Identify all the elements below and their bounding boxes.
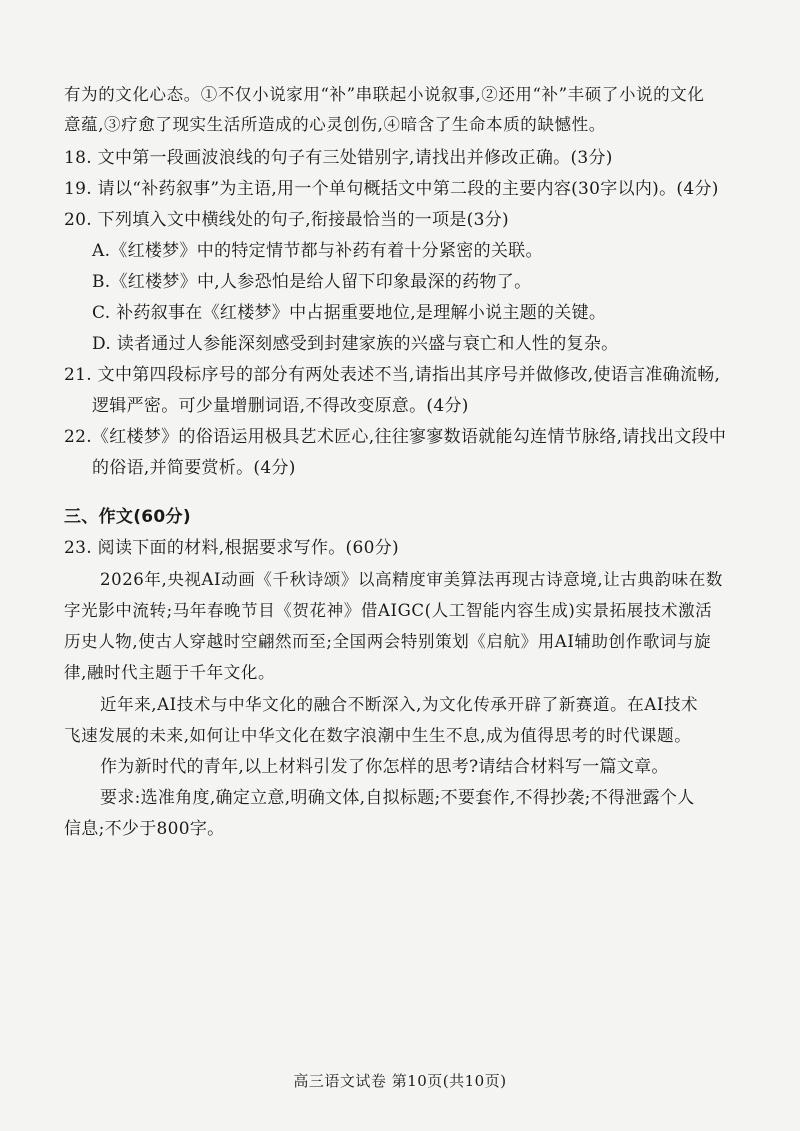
option-a: A.《红楼梦》中的特定情节都与补药有着十分紧密的关联。: [92, 241, 543, 261]
intro-line-2: 意蕴,③疗愈了现实生活所造成的心灵创伤,④暗含了生命本质的缺憾性。: [64, 115, 606, 134]
material-line-6: 飞速发展的未来,如何让中华文化在数字浪潮中生生不息,成为值得思考的时代课题。: [64, 726, 692, 745]
requirements-line-1: 要求:选准角度,确定立意,明确文体,自拟标题;不要套作,不得抄袭;不得泄露个人: [100, 788, 695, 808]
writing-prompt: 作为新时代的青年,以上材料引发了你怎样的思考?请结合材料写一篇文章。: [100, 757, 669, 777]
material-line-1: 2026年,央视AI动画《千秋诗颂》以高精度审美算法再现古诗意境,让古典韵味在数: [100, 570, 723, 589]
material-line-2: 字光影中流转;马年春晚节目《贺花神》借AIGC(人工智能内容生成)实景拓展技术激活: [64, 601, 713, 620]
question-22-line-2: 的俗语,并简要赏析。(4分): [92, 458, 296, 478]
material-line-3: 历史人物,使古人穿越时空翩然而至;全国两会特别策划《启航》用AI辅助创作歌词与旋: [64, 632, 712, 651]
question-20: 20. 下列填入文中横线处的句子,衔接最恰当的一项是(3分): [64, 210, 509, 230]
option-d: D. 读者通过人参能深刻感受到封建家族的兴盛与衰亡和人性的复杂。: [92, 334, 619, 354]
material-line-4: 律,融时代主题于千年文化。: [64, 663, 276, 682]
material-line-5: 近年来,AI技术与中华文化的融合不断深入,为文化传承开辟了新赛道。在AI技术: [100, 695, 699, 714]
question-22-line-1: 22.《红楼梦》的俗语运用极具艺术匠心,往往寥寥数语就能勾连情节脉络,请找出文段中: [64, 427, 727, 447]
question-21-line-1: 21. 文中第四段标序号的部分有两处表述不当,请指出其序号并做修改,使语言准确流畅,: [64, 365, 721, 385]
question-21-line-2: 逻辑严密。可少量增删词语,不得改变原意。(4分): [92, 396, 469, 416]
question-19: 19. 请以“补药叙事”为主语,用一个单句概括文中第二段的主要内容(30字以内)。(4分): [64, 179, 719, 199]
section-3-title: 三、作文(60分): [64, 507, 191, 527]
intro-line-1: 有为的文化心态。①不仅小说家用“补”串联起小说叙事,②还用“补”丰硕了小说的文化: [64, 85, 705, 104]
question-23: 23. 阅读下面的材料,根据要求写作。(60分): [64, 538, 399, 558]
option-b: B.《红楼梦》中,人参恐怕是给人留下印象最深的药物了。: [92, 272, 532, 292]
question-18: 18. 文中第一段画波浪线的句子有三处错别字,请找出并修改正确。(3分): [64, 148, 613, 168]
page-footer: 高三语文试卷 第10页(共10页): [293, 1072, 507, 1090]
requirements-line-2: 信息;不少于800字。: [64, 819, 225, 839]
option-c: C. 补药叙事在《红楼梦》中占据重要地位,是理解小说主题的关键。: [92, 303, 607, 323]
